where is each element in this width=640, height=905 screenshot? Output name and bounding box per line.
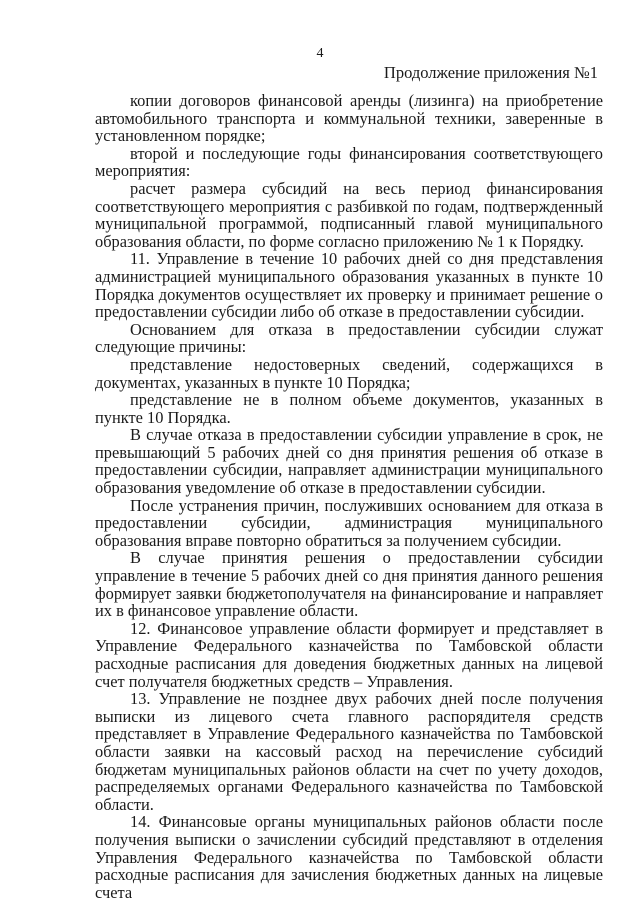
paragraph: расчет размера субсидий на весь период финансирования соответствующего мероприятия с разбивкой по годам, подтвержденный муниципальной программой, подписанный главой муниципального образования области, по форме согласно приложению № 1 к Порядку.	[95, 178, 603, 251]
paragraph: 12. Финансовое управление области формирует и представляет в Управление Федерального казначейства по Тамбовской области расходные расписания для доведения бюджетных данных на лицевой счет получателя бюджетных средств – Управления.	[95, 618, 603, 691]
paragraph: После устранения причин, послуживших основанием для отказа в предоставлении субсидии, администрация муниципального образования вправе повторно обратиться за получением субсидии.	[95, 495, 603, 550]
paragraph: 11. Управление в течение 10 рабочих дней со дня представления администрацией муниципального образования указанных в пункте 10 Порядка документов осуществляет их проверку и принимает решение о предоставлении субсидии либо об отказе в предоставлении субсидии.	[95, 249, 603, 322]
paragraph: 14. Финансовые органы муниципальных районов области после получения выписки о зачислении субсидий представляют в отделения Управления Федерального казначейства по Тамбовской области расходные расписания для зачисления бюджетных данных на лицевые счета	[95, 812, 603, 902]
appendix-continuation-note: Продолжение приложения №1	[383, 63, 598, 82]
document-body	[95, 92, 603, 901]
page-number: 4	[316, 46, 324, 61]
paragraph: В случае принятия решения о предоставлении субсидии управление в течение 5 рабочих дней со дня принятия данного решения формирует заявки бюджетополучателя на финансирование и направляет их в финансовое управление области.	[95, 548, 603, 621]
paragraph: Основанием для отказа в предоставлении субсидии служат следующие причины:	[95, 319, 603, 357]
paragraph: представление не в полном объеме документов, указанных в пункте 10 Порядка.	[95, 390, 603, 427]
paragraph: второй и последующие годы финансирования соответствующего мероприятия:	[95, 143, 603, 181]
paragraph: копии договоров финансовой аренды (лизинга) на приобретение автомобильного транспорта и коммунальной техники, заверенные в установленном порядке;	[95, 91, 603, 146]
paragraph: 13. Управление не позднее двух рабочих дней после получения выписки из лицевого счета главного распорядителя средств представляет в Управление Федерального казначейства по Тамбовской области заявки на кассовый расход на перечисление субсидий бюджетам муниципальных районов области на счет по учету доходов, распределяемых органами Федерального казначейства по Тамбовской области.	[95, 689, 603, 814]
paragraph: представление недостоверных сведений, содержащихся в документах, указанных в пункте 10 Порядка;	[95, 354, 603, 392]
paragraph: В случае отказа в предоставлении субсидии управление в срок, не превышающий 5 рабочих дней со дня принятия решения об отказе в предоставлении субсидии, направляет администрации муниципального образования уведомление об отказе в предоставлении субсидии.	[95, 425, 603, 498]
